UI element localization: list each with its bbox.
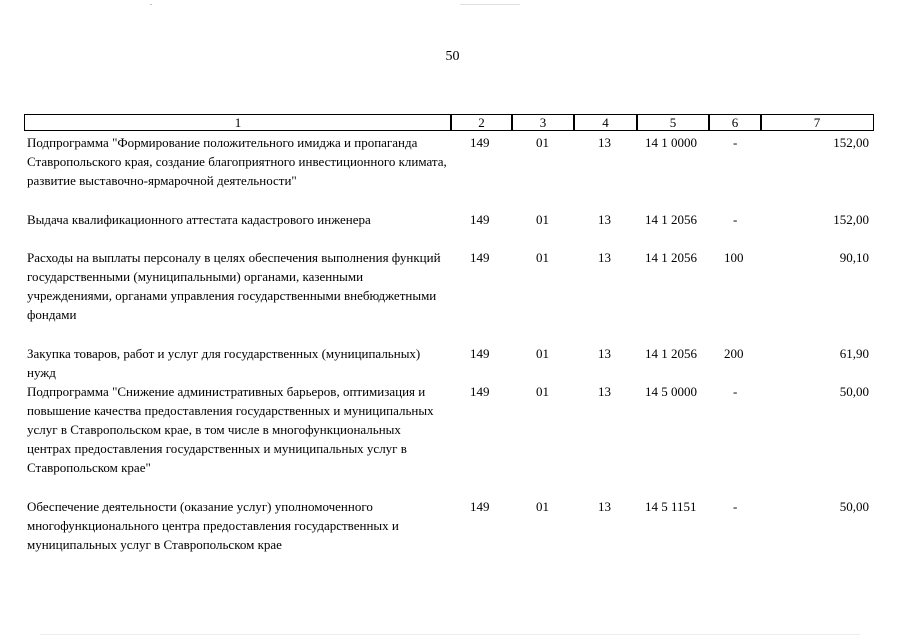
row-code-5: 14 1 0000 [645, 135, 697, 150]
row-code-3: 01 [536, 250, 549, 265]
row-code-2: 149 [470, 250, 490, 265]
row-code-6: - [733, 499, 738, 514]
row-code-3: 01 [536, 346, 549, 361]
row-code-5: 14 5 0000 [645, 384, 697, 399]
row-description: Выдача квалификационного аттестата кадастрового инженера [27, 212, 371, 227]
row-description: Обеспечение деятельности (оказание услуг) уполномоченного многофункционального центра предоставления государственных и муниципальных услуг в Ставропольском крае [27, 499, 399, 552]
row-amount: 50,00 [839, 499, 869, 514]
header-cell-1: 1 [24, 114, 452, 131]
table-header-row [24, 114, 874, 131]
row-code-6: - [733, 212, 738, 227]
row-code-2: 149 [470, 346, 490, 361]
row-code-5: 14 1 2056 [645, 212, 697, 227]
row-description: Подпрограмма "Снижение административных барьеров, оптимизация и повышение качества предоставления государственных и муниципальных услуг в Ставропольском крае, в том числе в многофункциональных центрах предоставления государственных и муниципальных услуг в Ставропольском крае" [27, 384, 434, 475]
header-cell-6: 6 [708, 114, 762, 131]
row-code-6: - [733, 384, 738, 399]
row-code-2: 149 [470, 135, 490, 150]
row-code-4: 13 [598, 135, 611, 150]
row-code-3: 01 [536, 499, 549, 514]
row-code-3: 01 [536, 135, 549, 150]
header-cell-3: 3 [511, 114, 575, 131]
header-cell-4: 4 [573, 114, 638, 131]
row-code-2: 149 [470, 384, 490, 399]
row-amount: 61,90 [839, 346, 869, 361]
row-code-4: 13 [598, 346, 611, 361]
row-code-6: 200 [724, 346, 744, 361]
row-code-2: 149 [470, 212, 490, 227]
row-code-3: 01 [536, 384, 549, 399]
row-amount: 50,00 [839, 384, 869, 399]
scan-artifact-top [460, 4, 520, 5]
row-code-3: 01 [536, 212, 549, 227]
row-code-4: 13 [598, 499, 611, 514]
row-code-4: 13 [598, 384, 611, 399]
row-code-5: 14 5 1151 [645, 499, 697, 514]
row-code-5: 14 1 2056 [645, 250, 697, 265]
header-cell-5: 5 [636, 114, 710, 131]
row-amount: 90,10 [839, 250, 869, 265]
page-number: 50 [445, 49, 460, 64]
header-cell-7: 7 [760, 114, 874, 131]
row-amount: 152,00 [833, 212, 869, 227]
row-amount: 152,00 [833, 135, 869, 150]
row-code-6: 100 [724, 250, 744, 265]
row-code-5: 14 1 2056 [645, 346, 697, 361]
row-code-4: 13 [598, 212, 611, 227]
scan-artifact-bottom [40, 634, 860, 635]
row-code-6: - [733, 135, 738, 150]
row-code-2: 149 [470, 499, 490, 514]
row-description: Расходы на выплаты персоналу в целях обеспечения выполнения функций государственными (муниципальными) органами, казенными учреждениями, органами управления государственными внебюджетными фондами [27, 250, 441, 322]
scan-artifact-top [150, 4, 152, 5]
row-code-4: 13 [598, 250, 611, 265]
row-description: Подпрограмма "Формирование положительного имиджа и пропаганда Ставропольского края, создание благоприятного инвестиционного климата, развитие выставочно-ярмарочной деятельности" [27, 135, 447, 188]
header-cell-2: 2 [450, 114, 513, 131]
row-description: Закупка товаров, работ и услуг для государственных (муниципальных) нужд [27, 346, 421, 380]
